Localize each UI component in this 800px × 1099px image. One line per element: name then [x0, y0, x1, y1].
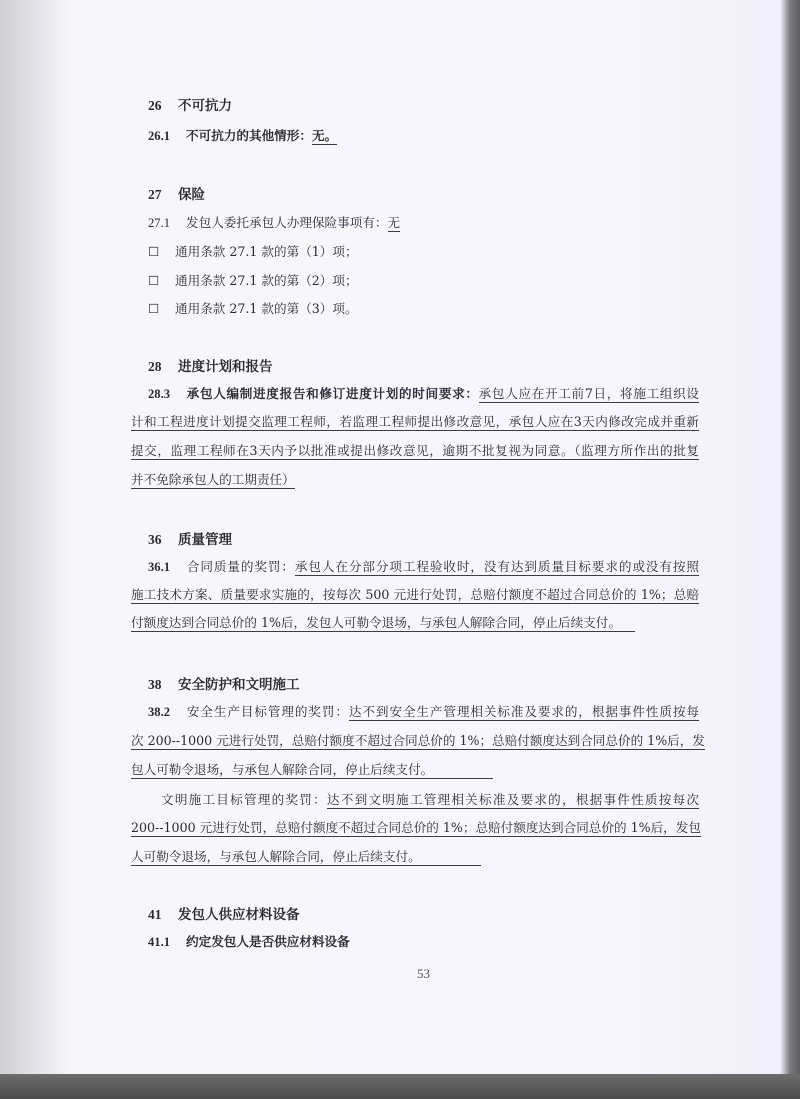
filled-answer: 施工技术方案、质量要求实施的，按每次 500 元进行处罚，总赔付额度不超过合同总价的 1%；总赔 [131, 587, 699, 602]
section-number: 41 [148, 907, 162, 922]
filled-answer: 无 [387, 215, 401, 230]
page-number: 53 [417, 966, 430, 981]
filled-answer: 次 200--1000 元进行处罚，总赔付额度不超过合同总价的 1%；总赔付额度达到合同总价的 1%后，发 [131, 733, 705, 748]
text-line [148, 703, 699, 721]
section-heading [148, 186, 205, 204]
text-line [131, 848, 481, 866]
section-number: 36 [148, 532, 162, 547]
text-line [131, 471, 295, 489]
checkbox-icon[interactable]: ☐ [148, 273, 160, 288]
scan-bottom-edge [0, 1074, 800, 1099]
section-title: 保险 [178, 187, 205, 203]
underline-extension [421, 851, 481, 866]
filled-answer: 计和工程进度计划提交监理工程师，若监理工程师提出修改意见，承包人应在3天内修改完成并重新 [131, 414, 699, 429]
filled-answer: 承包人在分部分项工程验收时，没有达到质量目标要求的或没有按照 [294, 559, 699, 574]
filled-answer: 无。 [311, 128, 338, 143]
filled-answer: 人可勒令退场，与承包人解除合同，停止后续支付。 [131, 849, 421, 864]
text-line [131, 732, 705, 750]
option-label: 通用条款 27.1 款的第（2）项； [175, 273, 358, 288]
section-title: 质量管理 [178, 532, 232, 548]
text-line [131, 614, 635, 632]
text-line [161, 791, 699, 809]
clause-text: 合同质量的奖罚： [186, 559, 295, 574]
filled-answer: 付额度达到合同总价的 1%后，发包人可勒令退场，与承包人解除合同，停止后续支付。 [131, 615, 621, 630]
text-line [131, 761, 493, 779]
text-line [148, 385, 699, 403]
filled-answer: 达不到安全生产管理相关标准及要求的，根据事件性质按每 [348, 704, 699, 719]
option-label: 通用条款 27.1 款的第（3）项。 [175, 301, 358, 316]
section-heading [148, 906, 300, 924]
filled-answer: 包人可勒令退场，与承包人解除合同，停止后续支付。 [131, 762, 434, 777]
clause-text: 不可抗力的其他情形： [186, 128, 312, 143]
text-line [131, 442, 699, 460]
filled-answer: 提交，监理工程师在3天内予以批准或提出修改意见，逾期不批复视为同意。（监理方所作出的批复 [131, 443, 699, 458]
clause-text: 承包人编制进度报告和修订进度计划的时间要求： [186, 386, 479, 401]
section-number: 26 [148, 98, 162, 113]
clause-number: 26.1 [148, 129, 171, 143]
filled-answer: 达不到文明施工管理相关标准及要求的，根据事件性质按每次 [326, 792, 700, 807]
filled-answer: 200--1000 元进行处罚，总赔付额度不超过合同总价的 1%；总赔付额度达到合同总价的 1%后，发包 [131, 820, 701, 835]
clause-number: 41.1 [148, 935, 171, 949]
text-line [148, 214, 400, 232]
underline-extension [433, 764, 493, 779]
section-title: 发包人供应材料设备 [178, 907, 300, 923]
clause-number: 38.2 [148, 705, 171, 719]
section-heading [148, 676, 300, 694]
text-line [148, 558, 699, 576]
text-line [131, 586, 699, 604]
clause-text: 安全生产目标管理的奖罚： [186, 704, 349, 719]
clause-number: 28.3 [148, 387, 171, 401]
section-heading [148, 531, 232, 549]
checkbox-icon[interactable]: ☐ [148, 301, 160, 316]
checkbox-option [148, 300, 358, 318]
section-title: 安全防护和文明施工 [178, 677, 300, 693]
section-title: 进度计划和报告 [178, 359, 273, 375]
clause-text: 约定发包人是否供应材料设备 [186, 934, 350, 949]
checkbox-option [148, 272, 358, 290]
text-line [131, 819, 699, 837]
section-number: 27 [148, 187, 162, 202]
clause-number: 27.1 [148, 216, 171, 230]
checkbox-option [148, 243, 358, 261]
section-title: 不可抗力 [178, 98, 232, 114]
section-heading [148, 358, 273, 376]
filled-answer: 承包人应在开工前7日，将施工组织设 [478, 386, 700, 401]
section-number: 28 [148, 359, 162, 374]
underline-extension [621, 617, 635, 632]
filled-answer: 并不免除承包人的工期责任） [131, 472, 295, 487]
text-line [131, 413, 699, 431]
clause-text: 发包人委托承包人办理保险事项有： [186, 215, 388, 230]
option-label: 通用条款 27.1 款的第（1）项； [175, 244, 358, 259]
checkbox-icon[interactable]: ☐ [148, 244, 160, 259]
text-line [148, 127, 337, 145]
clause-text: 文明施工目标管理的奖罚： [161, 792, 327, 807]
section-heading [148, 97, 232, 115]
clause-number: 36.1 [148, 560, 171, 574]
section-number: 38 [148, 677, 162, 692]
text-line [148, 933, 350, 951]
